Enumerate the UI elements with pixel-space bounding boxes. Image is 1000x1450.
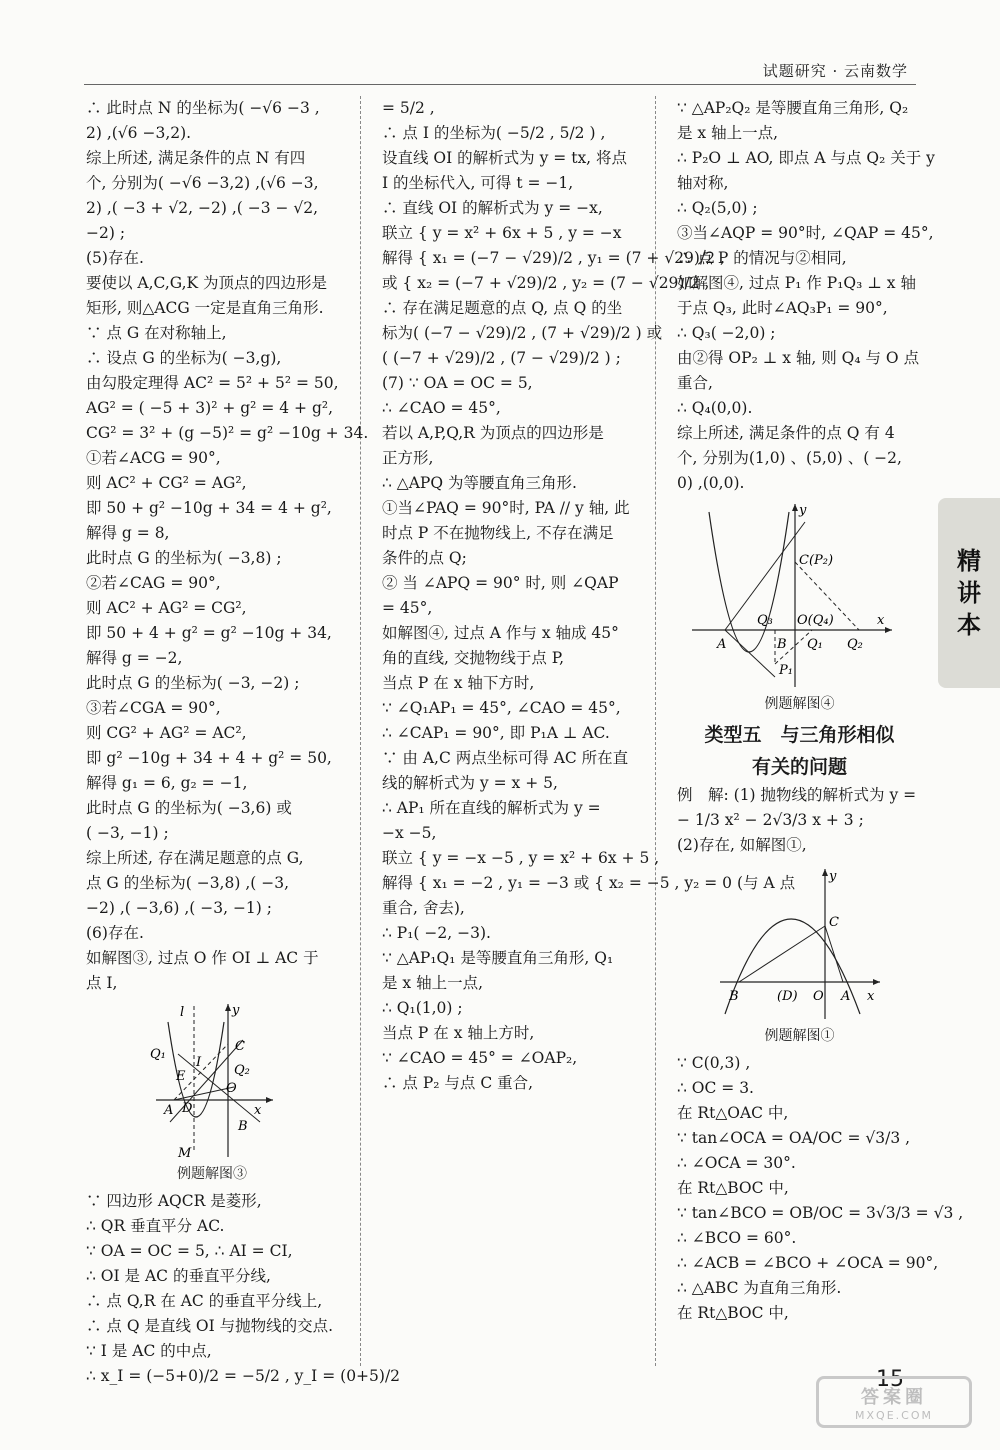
text-line: ( −3, −1) ; [86,824,169,842]
text-line: ∴ P₂O ⊥ AO, 即点 A 与点 Q₂ 关于 y [677,149,935,167]
text-line: 解得 { x₁ = −2 , y₁ = −3 或 { x₂ = −5 , y₂ = 0 (与 A 点 [382,874,796,892]
figure-3-label: O [226,1081,237,1096]
text-line: ∴ OI 是 AC 的垂直平分线, [86,1267,271,1285]
text-line: 当点 P 在 x 轴下方时, [382,674,535,692]
text-line: 标为( (−7 − √29)/2 , (7 + √29)/2 ) 或 [382,324,663,342]
section-title-line-2: 有关的问题 [751,756,847,778]
figure-3-label: Q₂ [234,1063,250,1078]
text-line: 即 g² −10g + 34 + 4 + g² = 50, [86,749,332,767]
text-line: ∴ 存在满足题意的点 Q, 点 Q 的坐 [382,299,623,317]
text-line: 设直线 OI 的解析式为 y = tx, 将点 [382,149,628,167]
text-line: 或 { x₂ = (−7 + √29)/2 , y₂ = (7 − √29)/2 , [382,274,710,292]
text-line: 在 Rt△OAC 中, [677,1104,789,1122]
text-line: ∴ QR 垂直平分 AC. [86,1217,225,1235]
text-line: 个, 分别为( −√6 −3,2) ,(√6 −3, [86,174,319,192]
figure-3-label: C [235,1039,245,1054]
text-line: 解得 { x₁ = (−7 − √29)/2 , y₁ = (7 + √29)/2 , [382,249,725,267]
figure-1-caption: 例题解图① [764,1028,835,1044]
side-tab-char: 精 [957,547,981,575]
text-line: 由勾股定理得 AC² = 5² + 5² = 50, [86,374,339,392]
column-3-text-middle [677,783,922,858]
text-line: 个, 分别为(1,0) 、(5,0) 、( −2, [677,449,902,467]
text-line: − 1/3 x² − 2√3/3 x + 3 ; [677,811,864,829]
figure-1-label: O [813,989,824,1004]
text-line: ∵ OA = OC = 5, ∴ AI = CI, [86,1242,293,1260]
text-line: AG² = ( −5 + 3)² + g² = 4 + g², [86,399,334,417]
text-line: 联立 { y = x² + 6x + 5 , y = −x [382,224,622,242]
text-line: ∴ 此时点 N 的坐标为( −√6 −3 , [86,99,320,117]
text-line: ∴ x_I = (−5+0)/2 = −5/2 , y_I = (0+5)/2 [86,1367,401,1385]
text-line: 综上所述, 满足条件的点 N 有四 [86,149,306,167]
figure-1-label: (D) [777,989,798,1004]
text-line: ①当∠PAQ = 90°时, PA // y 轴, 此 [382,499,630,517]
figure-4-label: A [717,637,727,652]
text-line: 则 AC² + AG² = CG², [86,599,247,617]
text-line: = 5/2 , [382,99,435,117]
text-line: ∴ 点 Q 是直线 OI 与抛物线的交点. [86,1317,334,1335]
text-line: 时点 P 不在抛物线上, 不存在满足 [382,524,614,542]
text-line: 即 50 + 4 + g² = g² −10g + 34, [86,624,332,642]
text-line: ∴ 点 P 的情况与②相同, [677,249,847,267]
text-line: (7) ∵ OA = OC = 5, [382,374,533,392]
column-1 [86,96,401,1389]
text-line: ∴ Q₄(0,0). [677,399,753,417]
text-line: 角的直线, 交抛物线于点 P, [382,649,564,667]
text-line: ∴ Q₃( −2,0) ; [677,324,776,342]
text-line: ∴ ∠OCA = 30°. [677,1154,796,1172]
text-line: ∵ 由 A,C 两点坐标可得 AC 所在直 [382,749,629,767]
figure-4-label: O(Q₄) [797,613,834,628]
text-line: 2) ,( −3 + √2, −2) ,( −3 − √2, [86,199,319,217]
text-line: ∴ ∠ACB = ∠BCO + ∠OCA = 90°, [677,1254,939,1272]
text-line: 若以 A,P,Q,R 为顶点的四边形是 [382,424,604,442]
text-line: 线的解析式为 y = x + 5, [382,774,558,792]
text-line: 轴对称, [677,174,729,192]
text-line: ∵ △AP₁Q₁ 是等腰直角三角形, Q₁ [382,949,614,967]
text-line: 解得 g₁ = 6, g₂ = −1, [86,774,248,792]
figure-3-label: A [164,1103,174,1118]
text-line: CG² = 3² + (g −5)² = g² −10g + 34. [86,424,369,442]
text-line: 点 I, [86,974,118,992]
text-line: ( (−7 + √29)/2 , (7 − √29)/2 ) ; [382,349,621,367]
figure-3-label: y [232,1003,240,1018]
text-line: ∴ 点 Q,R 在 AC 的垂直平分线上, [86,1292,323,1310]
text-line: 在 Rt△BOC 中, [677,1304,789,1322]
figure-1-label: C [829,915,839,930]
text-line: ∵ I 是 AC 的中点, [86,1342,212,1360]
text-line: ∴ ∠BCO = 60°. [677,1229,797,1247]
text-line: 2) ,(√6 −3,2). [86,124,192,142]
side-tab-char: 讲 [957,579,981,607]
figure-1-label: A [841,989,851,1004]
running-header: 试题研究 · 云南数学 [762,62,908,80]
text-line: ∴ 直线 OI 的解析式为 y = −x, [382,199,603,217]
text-line: 解得 g = −2, [86,649,183,667]
text-line: ∵ tan∠BCO = OB/OC = 3√3/3 = √3 , [677,1204,964,1222]
figure-1-label: y [829,869,837,884]
text-line: 则 AC² + CG² = AG², [86,474,247,492]
text-line: ∴ △APQ 为等腰直角三角形. [382,474,577,492]
column-separator [360,96,361,1366]
text-line: = 45°, [382,599,433,617]
text-line: 此时点 G 的坐标为( −3,8) ; [86,549,282,567]
figure-3-label: M [178,1146,192,1161]
text-line: 点 G 的坐标为( −3,8) ,( −3, [86,874,289,892]
text-line: ③当∠AQP = 90°时, ∠QAP = 45°, [677,224,934,242]
text-line: 综上所述, 存在满足题意的点 G, [86,849,304,867]
header-rule [84,84,916,85]
text-line: ∴ ∠CAO = 45°, [382,399,501,417]
figure-4-label: Q₃ [757,613,773,628]
figure-4-label: y [799,503,807,518]
text-line: 要使以 A,C,G,K 为顶点的四边形是 [86,274,328,292]
figure-3-label: l [180,1005,185,1020]
text-line: ∴ 点 I 的坐标为( −5/2 , 5/2 ) , [382,124,606,142]
text-line: 是 x 轴上一点, [677,124,779,142]
text-line: ∴ P₁( −2, −3). [382,924,491,942]
column-3-text-top [677,96,935,496]
figure-4-label: Q₁ [807,637,823,652]
text-line: ∵ 点 G 在对称轴上, [86,324,227,342]
text-line: ③若∠CGA = 90°, [86,699,221,717]
text-line: 矩形, 则△ACG 一定是直角三角形. [86,299,324,317]
figure-3-label: I [196,1055,202,1070]
figure-4-diagram [687,502,897,692]
figure-3-diagram [148,1002,278,1162]
figure-3-label: D [182,1101,193,1116]
text-line: ∵ ∠CAO = 45° = ∠OAP₂, [382,1049,578,1067]
figure-4-label: x [877,613,885,628]
text-line: 条件的点 Q; [382,549,467,567]
text-line: 例 解: (1) 抛物线的解析式为 y = [677,786,917,804]
text-line: 正方形, [382,449,434,467]
text-line: ∴ Q₁(1,0) ; [382,999,463,1017]
section-title [677,719,922,783]
watermark-url: MXQE.COM [855,1408,933,1422]
page-number: 15 [876,1367,904,1392]
column-3-text-bottom [677,1051,964,1326]
figure-4 [677,502,922,717]
side-tab [938,498,1000,688]
text-line: ∴ AP₁ 所在直线的解析式为 y = [382,799,601,817]
text-line: ∴ ∠CAP₁ = 90°, 即 P₁A ⊥ AC. [382,724,610,742]
text-line: −x −5, [382,824,437,842]
text-line: 综上所述, 满足条件的点 Q 有 4 [677,424,895,442]
column-1-text-bottom [86,1189,401,1389]
text-line: 是 x 轴上一点, [382,974,484,992]
text-line: 如解图④, 过点 A 作与 x 轴成 45° [382,624,619,642]
text-line: ②若∠CAG = 90°, [86,574,221,592]
text-line: ∵ C(0,3) , [677,1054,751,1072]
figure-1-label: B [729,989,739,1004]
column-3 [677,96,964,1326]
text-line: −2) ; [86,224,126,242]
text-line: 如解图④, 过点 P₁ 作 P₁Q₃ ⊥ x 轴 [677,274,916,292]
text-line: 解得 g = 8, [86,524,170,542]
text-line: 0) ,(0,0). [677,474,745,492]
watermark-text: 答案圈 [861,1386,927,1408]
watermark [816,1376,972,1428]
text-line: ∵ △AP₂Q₂ 是等腰直角三角形, Q₂ [677,99,909,117]
figure-4-label: C(P₂) [799,553,834,568]
text-line: 即 50 + g² −10g + 34 = 4 + g², [86,499,332,517]
figure-3-label: Q₁ [150,1047,166,1062]
figure-4-caption: 例题解图④ [764,696,835,712]
text-line: ∴ 点 P₂ 与点 C 重合, [382,1074,534,1092]
text-line: 则 CG² + AG² = AC², [86,724,247,742]
text-line: I 的坐标代入, 可得 t = −1, [382,174,574,192]
text-line: ∵ 四边形 AQCR 是菱形, [86,1192,262,1210]
column-1-text-top [86,96,369,996]
text-line: 由②得 OP₂ ⊥ x 轴, 则 Q₄ 与 O 点 [677,349,920,367]
text-line: ∴ △ABC 为直角三角形. [677,1279,842,1297]
text-line: ∵ ∠Q₁AP₁ = 45°, ∠CAO = 45°, [382,699,621,717]
text-line: 如解图③, 过点 O 作 OI ⊥ AC 于 [86,949,319,967]
text-line: 联立 { y = −x −5 , y = x² + 6x + 5 , [382,849,660,867]
text-line: 当点 P 在 x 轴上方时, [382,1024,535,1042]
figure-3-label: B [238,1119,248,1134]
text-line: 重合, 舍去), [382,899,465,917]
text-line: (5)存在. [86,249,144,267]
text-line: 此时点 G 的坐标为( −3,6) 或 [86,799,292,817]
figure-4-label: Q₂ [847,637,863,652]
text-line: ∵ tan∠OCA = OA/OC = √3/3 , [677,1129,911,1147]
figure-3-label: E [176,1069,186,1084]
text-line: ∴ Q₂(5,0) ; [677,199,758,217]
figure-4-label: B [777,637,787,652]
side-tab-char: 本 [957,611,981,639]
text-line: ② 当 ∠APQ = 90° 时, 则 ∠QAP [382,574,619,592]
figure-4-label: P₁ [779,663,793,678]
figure-3-caption: 例题解图③ [177,1166,247,1182]
figure-3 [86,1002,338,1187]
text-line: 重合, [677,374,713,392]
text-line: ∴ 设点 G 的坐标为( −3,g), [86,349,282,367]
section-title-line-1: 类型五 与三角形相似 [704,724,895,746]
text-line: ①若∠ACG = 90°, [86,449,221,467]
figure-1-label: x [867,989,875,1004]
text-line: ∴ OC = 3. [677,1079,754,1097]
figure-1-diagram [715,864,885,1024]
text-line: (2)存在, 如解图①, [677,836,807,854]
text-line: 在 Rt△BOC 中, [677,1179,789,1197]
text-line: −2) ,( −3,6) ,( −3, −1) ; [86,899,272,917]
text-line: 此时点 G 的坐标为( −3, −2) ; [86,674,300,692]
text-line: (6)存在. [86,924,144,942]
text-line: 于点 Q₃, 此时∠AQ₃P₁ = 90°, [677,299,888,317]
figure-1 [677,864,922,1049]
figure-3-label: x [254,1103,262,1118]
